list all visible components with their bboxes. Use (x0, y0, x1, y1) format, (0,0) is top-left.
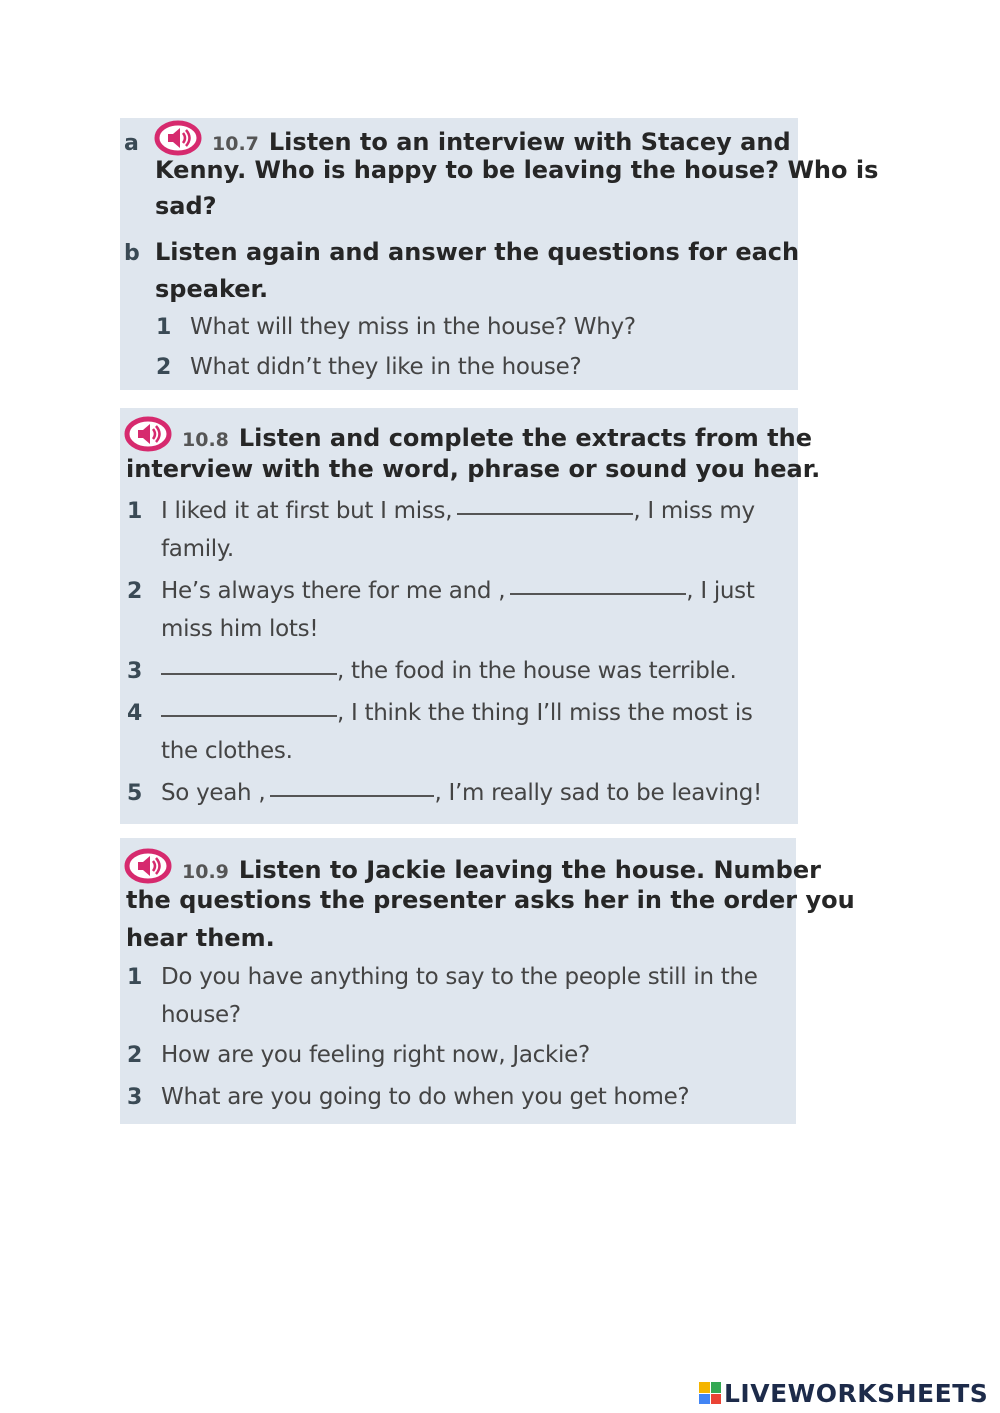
instruction-line: speaker. (155, 275, 269, 303)
instruction-line: Listen again and answer the questions for each (155, 238, 800, 266)
logo-tile (711, 1382, 722, 1393)
audio-speaker-icon[interactable] (154, 120, 202, 156)
logo-tile (711, 1394, 722, 1405)
answer-blank[interactable] (270, 795, 434, 797)
extract-item: 5 So yeah , , I’m really sad to be leaving! (127, 780, 762, 806)
instruction-line: sad? (155, 192, 217, 220)
question-continuation: house? (161, 1002, 241, 1028)
extract-item: 4 , I think the thing I’ll miss the most is (127, 700, 753, 726)
extract-continuation: the clothes. (161, 738, 293, 764)
extract-item: 1 I liked it at first but I miss, , I miss my (127, 498, 755, 524)
instruction-line: hear them. (126, 924, 275, 952)
audio-speaker-icon[interactable] (124, 416, 172, 452)
question-item: 3 What are you going to do when you get home? (127, 1084, 690, 1110)
instruction-line: interview with the word, phrase or sound you hear. (126, 455, 821, 483)
item-letter-a: a (124, 131, 139, 156)
instruction-line: the questions the presenter asks her in the order you (126, 886, 855, 914)
extract-item: 3 , the food in the house was terrible. (127, 658, 737, 684)
instruction-line: Kenny. Who is happy to be leaving the house? Who is (155, 156, 879, 184)
question-item: 1 What will they miss in the house? Why? (156, 314, 636, 340)
extract-continuation: family. (161, 536, 234, 562)
question-item: 2 What didn’t they like in the house? (156, 354, 582, 380)
exercise-10-9 (120, 838, 855, 1124)
answer-blank[interactable] (510, 593, 686, 595)
instruction-line: Listen and complete the extracts from the (238, 424, 812, 452)
question-item: 1 Do you have anything to say to the people still in the (127, 964, 758, 990)
instruction-line: Listen to Jackie leaving the house. Number (238, 856, 821, 884)
brand-name: LIVEWORKSHEETS (724, 1378, 989, 1408)
answer-blank[interactable] (161, 673, 337, 675)
answer-blank[interactable] (457, 513, 633, 515)
question-item: 2 How are you feeling right now, Jackie? (127, 1042, 590, 1068)
logo-tile (699, 1394, 710, 1405)
track-number: 10.9 (182, 861, 229, 883)
track-number: 10.7 (212, 133, 259, 155)
instruction-line: Listen to an interview with Stacey and (268, 128, 791, 156)
audio-speaker-icon[interactable] (124, 848, 172, 884)
track-number: 10.8 (182, 429, 229, 451)
exercise-10-8 (120, 408, 820, 824)
extract-item: 2 He’s always there for me and , , I just (127, 578, 755, 604)
logo-tile (699, 1382, 710, 1393)
brand-logo-icon (699, 1382, 721, 1404)
item-letter-b: b (124, 241, 140, 266)
answer-blank[interactable] (161, 715, 337, 717)
liveworksheets-logo[interactable] (699, 1378, 988, 1408)
exercise-10-7 (120, 118, 879, 390)
extract-continuation: miss him lots! (161, 616, 319, 642)
